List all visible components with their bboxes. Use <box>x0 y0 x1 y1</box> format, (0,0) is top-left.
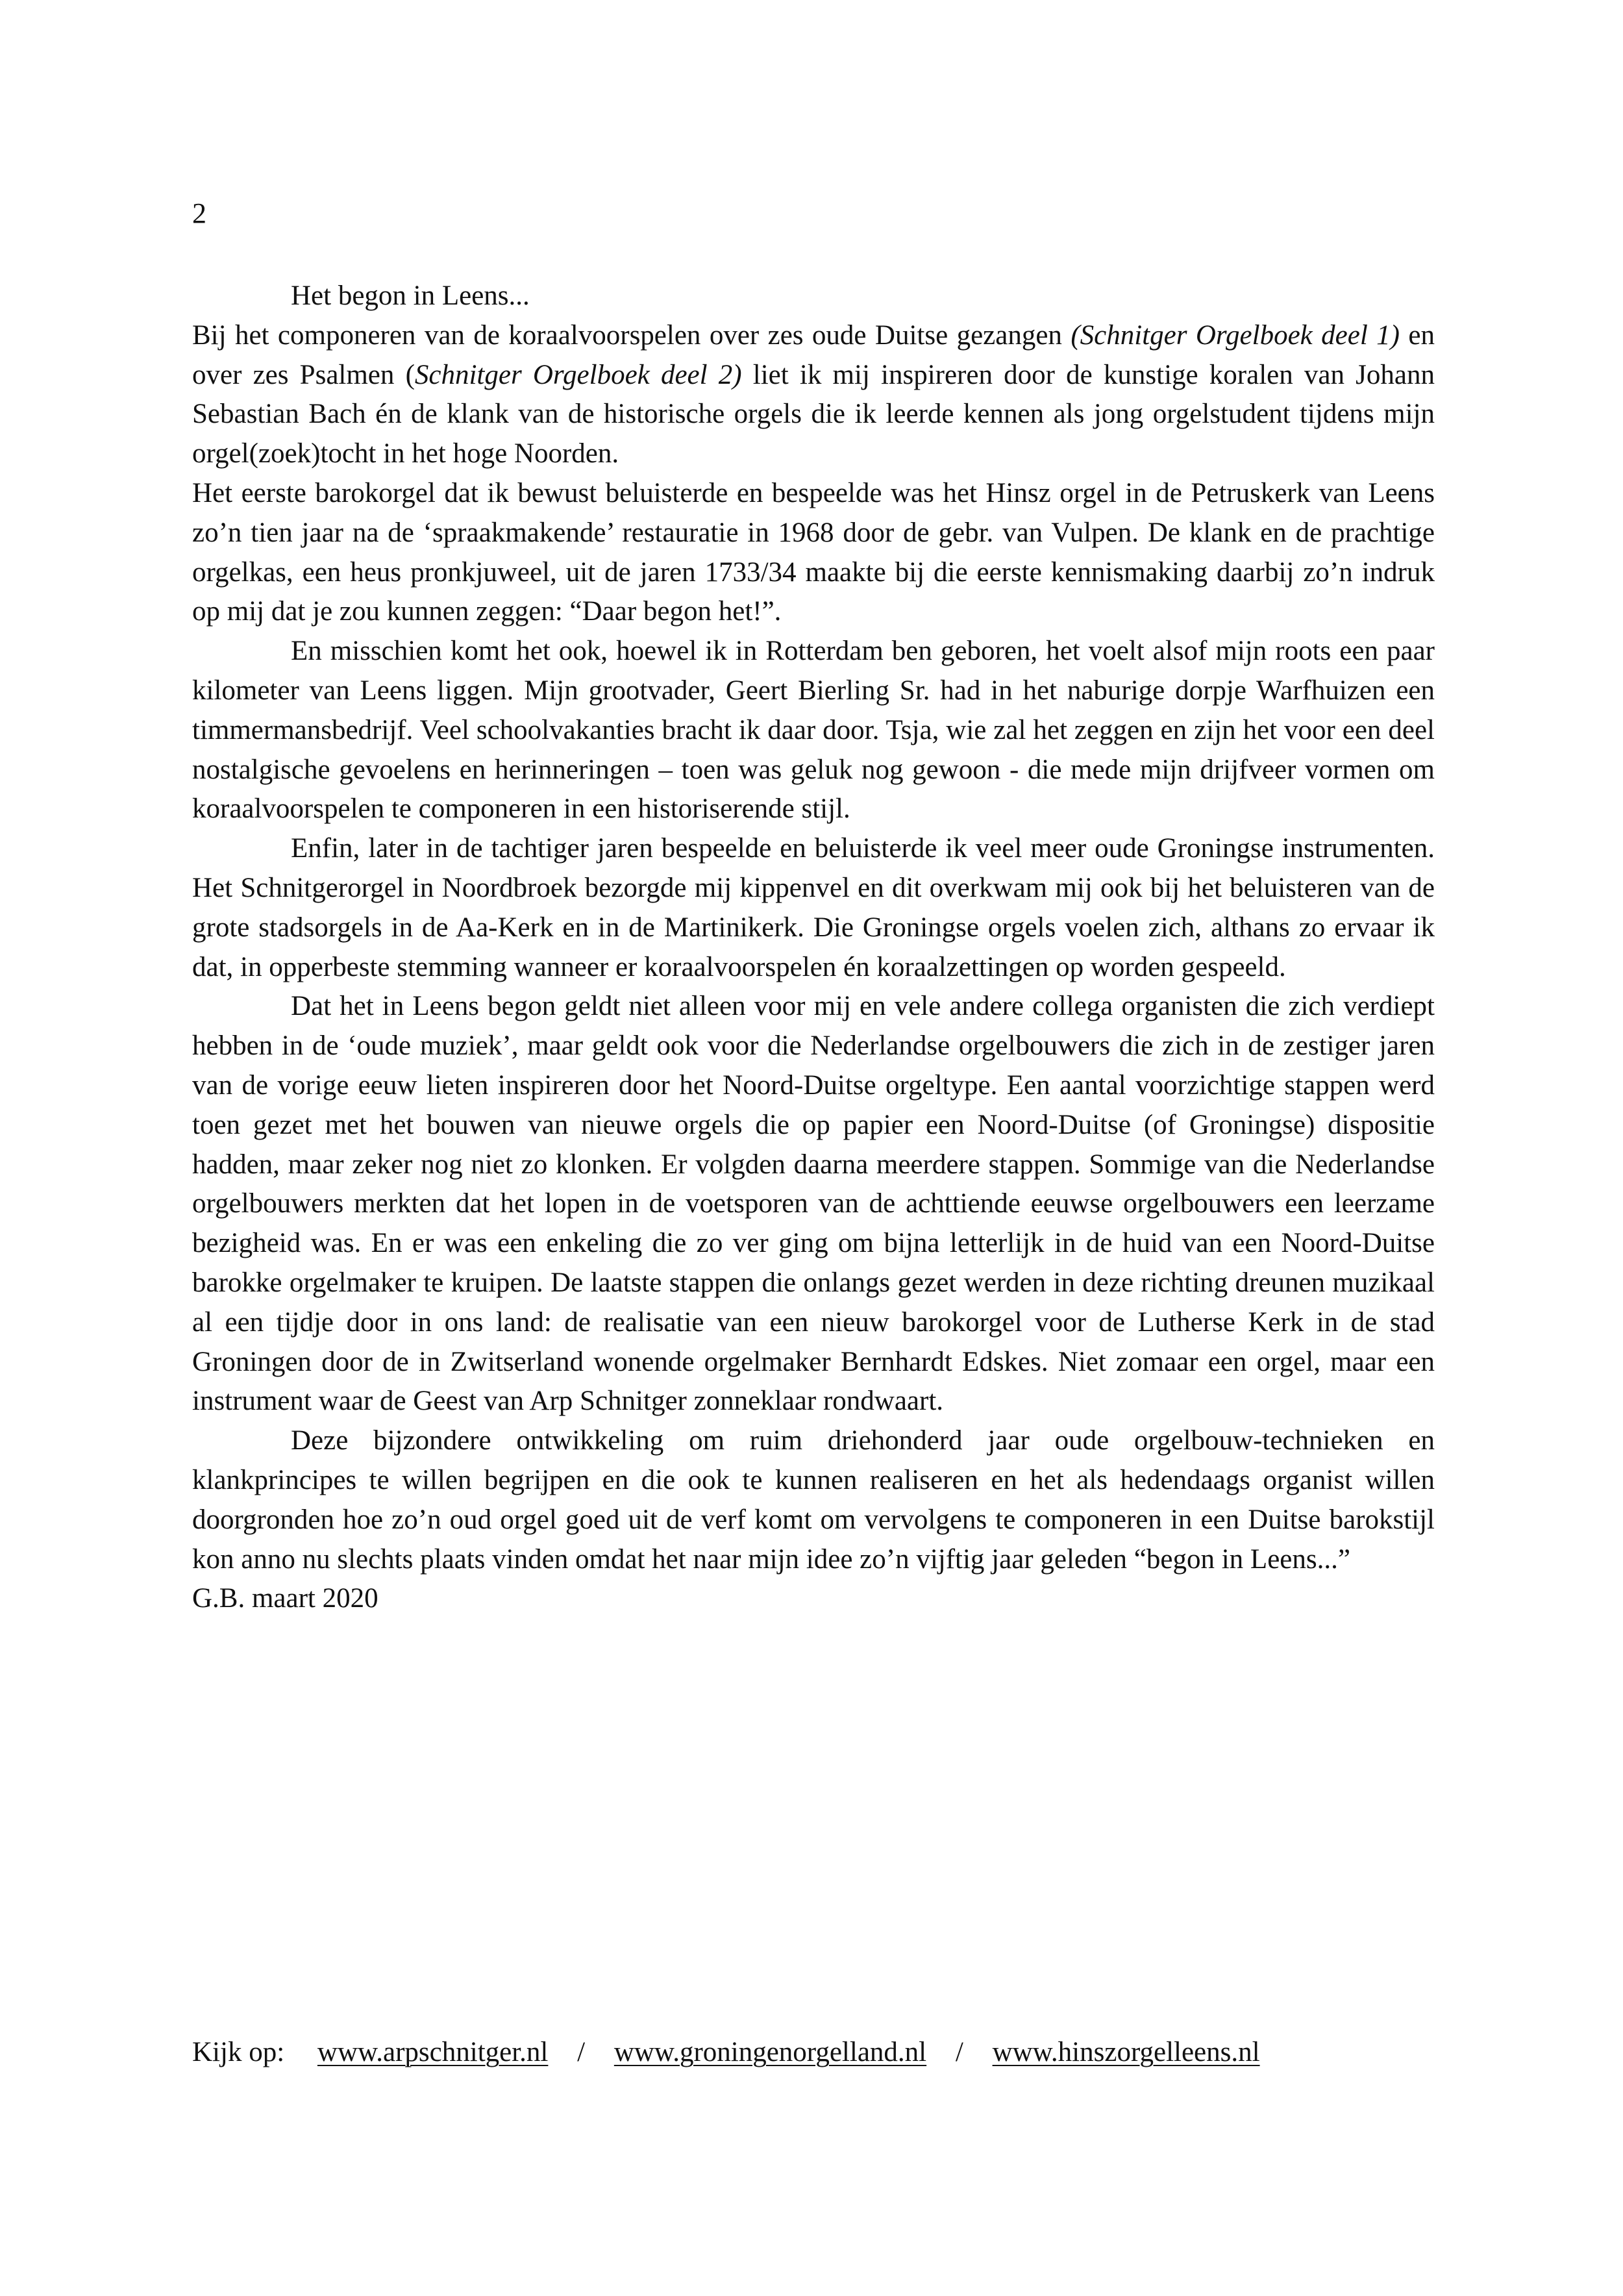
link-arpschnitger[interactable]: www.arpschnitger.nl <box>317 2037 549 2067</box>
book-reference-2: Schnitger Orgelboek deel 2) <box>414 359 742 390</box>
paragraph-1-text-a: Bij het componeren van de koraalvoorspelen over zes oude Duitse gezangen <box>192 319 1071 351</box>
link-separator: / <box>577 2037 586 2067</box>
article-body <box>192 277 1435 1619</box>
paragraph-3: En misschien komt het ook, hoewel ik in Rotterdam ben geboren, het voelt alsof mijn roots een paar kilometer van Leens liggen. Mijn grootvader, Geert Bierling Sr. had in het naburige dorpje Warfhuizen een timmermansbedrijf. Veel schoolvakanties bracht ik daar door. Tsja, wie zal het zeggen en zijn het voor een deel nostalgische gevoelens en herinneringen – toen was geluk nog gewoon - die mede mijn drijfveer vormen om koraalvoorspelen te componeren in een historiserende stijl. <box>192 636 1435 825</box>
paragraph-5: Dat het in Leens begon geldt niet alleen voor mij en vele andere collega organisten die zich verdiept hebben in de ‘oude muziek’, maar geldt ook voor die Nederlandse orgelbouwers die zich in de zestiger jaren van de vorige eeuw lieten inspireren door het Noord-Duitse orgeltype. Een aantal voorzichtige stappen werd toen gezet met het bouwen van nieuwe orgels die op papier een Noord-Duitse (of Groningse) dispositie hadden, maar zeker nog niet zo klonken. Er volgden daarna meerdere stappen. Sommige van die Nederlandse orgelbouwers merkten dat het lopen in de voetsporen van de achttiende eeuwse orgelbouwers een leerzame bezigheid was. En er was een enkeling die zo ver ging om bijna letterlijk in de huid van een Noord-Duitse barokke orgelmaker te kruipen. De laatste stappen die onlangs gezet werden in deze richting dreunen muzikaal al een tijdje door in ons land: de realisatie van een nieuw barokorgel voor de Lutherse Kerk in de stad Groningen door de in Zwitserland wonende orgelmaker Bernhardt Edskes. Niet zomaar een orgel, maar een instrument waar de Geest van Arp Schnitger zonneklaar rondwaart. <box>192 991 1435 1417</box>
signature: G.B. maart 2020 <box>192 1583 378 1614</box>
page-number: 2 <box>192 197 206 229</box>
paragraph-2: Het eerste barokorgel dat ik bewust beluisterde en bespeelde was het Hinsz orgel in de Petruskerk van Leens zo’n tien jaar na de ‘spraakmakende’ restauratie in 1968 door de gebr. van Vulpen. De klank en de prachtige orgelkas, een heus pronkjuweel, uit de jaren 1733/34 maakte bij die eerste kennismaking daarbij zo’n indruk op mij dat je zou kunnen zeggen: “Daar begon het!”. <box>192 477 1435 627</box>
book-reference-1: (Schnitger Orgelboek deel 1) <box>1071 319 1400 351</box>
footer-lead: Kijk op: <box>192 2037 285 2067</box>
paragraph-1-text-b: en over zes Psalmen ( <box>192 319 1435 390</box>
link-separator: / <box>955 2037 963 2067</box>
paragraph-6: Deze bijzondere ontwikkeling om ruim driehonderd jaar oude orgelbouw-technieken en klankprincipes te willen begrijpen en die ook te kunnen realiseren en het als hedendaags organist willen doorgronden hoe zo’n oud orgel goed uit de verf komt om vervolgens te componeren in een Duitse barokstijl kon anno nu slechts plaats vinden omdat het naar mijn idee zo’n vijftig jaar geleden “begon in Leens...” <box>192 1425 1435 1575</box>
link-hinszorgelleens[interactable]: www.hinszorgelleens.nl <box>992 2037 1260 2067</box>
paragraph-1-text-c: liet ik mij inspireren door de kunstige koralen van Johann Sebastian Bach én de klank van de historische orgels die ik leerde kennen als jong orgelstudent tijdens mijn orgel(zoek)tocht in het hoge Noorden. <box>192 359 1435 469</box>
footer-links <box>192 2032 1435 2073</box>
opening-line: Het begon in Leens... <box>291 281 530 311</box>
paragraph-4: Enfin, later in de tachtiger jaren bespeelde en beluisterde ik veel meer oude Groningse instrumenten. Het Schnitgerorgel in Noordbroek bezorgde mij kippenvel en dit overkwam mij ook bij het beluisteren van de grote stadsorgels in de Aa-Kerk en in de Martinikerk. Die Groningse orgels voelen zich, althans zo ervaar ik dat, in opperbeste stemming wanneer er koraalvoorspelen én koraalzettingen op worden gespeeld. <box>192 833 1435 982</box>
link-groningenorgelland[interactable]: www.groningenorgelland.nl <box>613 2037 927 2067</box>
paragraph-1 <box>192 316 1435 474</box>
